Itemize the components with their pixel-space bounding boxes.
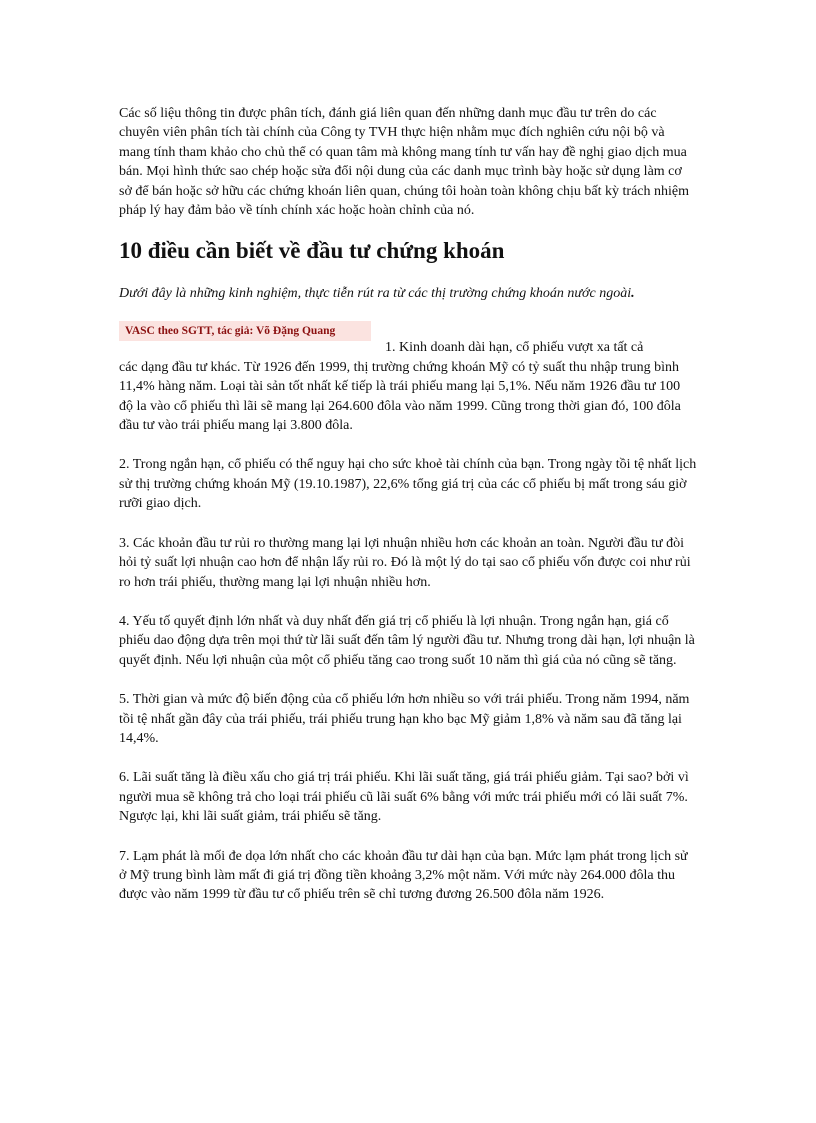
item-7-paragraph: 7. Lạm phát là mối đe dọa lớn nhất cho các khoản đầu tư dài hạn của bạn. Mức lạm phát trong lịch sử ở Mỹ trung bình làm mất đi giá trị đồng tiền khoảng 3,2% một năm. Với mức này 264.000 đôla thu được vào năm 1999 từ đầu tư cổ phiếu trên sẽ chỉ tương đương 26.500 đôla năm 1926. <box>119 848 688 903</box>
document-body <box>119 104 697 925</box>
item-1-paragraph: các dạng đầu tư khác. Từ 1926 đến 1999, thị trường chứng khoán Mỹ có tỷ suất thu nhập trung bình 11,4% hàng năm. Loại tài sản tốt nhất kế tiếp là trái phiếu mang lại 5,1%. Nếu năm 1926 đầu tư 100 độ la vào cổ phiếu thì lãi sẽ mang lại 264.600 đôla vào năm 1999. Cũng trong thời gian đó, 100 đôla đầu tư vào trái phiếu mang lại 3.800 đôla. <box>119 359 681 434</box>
item-6-paragraph: 6. Lãi suất tăng là điều xấu cho giá trị trái phiếu. Khi lãi suất tăng, giá trái phiếu giảm. Tại sao? bởi vì người mua sẽ không trả cho loại trái phiếu cũ lãi suất 6% bằng với mức trái phiếu mới có lãi suất 7%. Ngược lại, khi lãi suất giảm, trái phiếu sẽ tăng. <box>119 770 689 825</box>
subtitle-text: Dưới đây là những kinh nghiệm, thực tiễn rút ra từ các thị trường chứng khoán nước ngoài <box>119 286 632 302</box>
item-5-paragraph: 5. Thời gian và mức độ biến động của cổ phiếu lớn hơn nhiều so với trái phiếu. Trong năm 1994, năm tồi tệ nhất gần đây của trái phiếu, trái phiếu trung hạn kho bạc Mỹ giảm 1,8% và năm sau đã tăng lại 14,4%. <box>119 692 690 746</box>
article-subtitle <box>119 284 697 304</box>
author-byline: VASC theo SGTT, tác giả: Võ Đặng Quang <box>119 321 371 341</box>
item-2-paragraph: 2. Trong ngắn hạn, cổ phiếu có thể nguy hại cho sức khoẻ tài chính của bạn. Trong ngày tồi tệ nhất lịch sử thị trường chứng khoán Mỹ (19.10.1987), 22,6% tổng giá trị của các cổ phiếu bị mất trong sáu giờ rưỡi giao dịch. <box>119 457 697 512</box>
item-1-first-line: 1. Kinh doanh dài hạn, cổ phiếu vượt xa tất cả <box>385 340 644 356</box>
item-3-paragraph: 3. Các khoản đầu tư rủi ro thường mang lại lợi nhuận nhiều hơn các khoản an toàn. Người đầu tư đòi hỏi tỷ suất lợi nhuận cao hơn để nhận lấy rủi ro. Đó là một lý do tại sao cổ phiếu vốn được coi như rủi ro hơn trái phiếu, thường mang lại lợi nhuận nhiều hơn. <box>119 535 691 590</box>
item-4-paragraph: 4. Yếu tố quyết định lớn nhất và duy nhất đến giá trị cổ phiếu là lợi nhuận. Trong ngắn hạn, giá cổ phiếu dao động dựa trên mọi thứ từ lãi suất đến tâm lý người đầu tư. Nhưng trong dài hạn, lợi nhuận là quyết định. Nếu lợi nhuận của một cổ phiếu tăng cao trong suốt 10 năm thì giá của nó cũng sẽ tăng. <box>119 613 695 668</box>
article-title: 10 điều cần biết về đầu tư chứng khoán <box>119 238 505 264</box>
disclaimer-paragraph: Các số liệu thông tin được phân tích, đánh giá liên quan đến những danh mục đầu tư trên do các chuyên viên phân tích tài chính của Công ty TVH thực hiện nhằm mục đích nghiên cứu nội bộ và mang tính tham khảo cho chủ thể có quan tâm mà không mang tính tư vấn hay đề nghị giao dịch mua bán. Mọi hình thức sao chép hoặc sửa đổi nội dung của các danh mục trình bày hoặc sử dụng làm cơ sở để bán hoặc sở hữu các chứng khoán liên quan, chúng tôi hoàn toàn không chịu bất kỳ trách nhiệm pháp lý hay đảm bảo về tính chính xác hoặc hoàn chỉnh của nó. <box>119 106 690 219</box>
subtitle-end: . <box>631 286 635 302</box>
byline-row <box>119 316 697 357</box>
